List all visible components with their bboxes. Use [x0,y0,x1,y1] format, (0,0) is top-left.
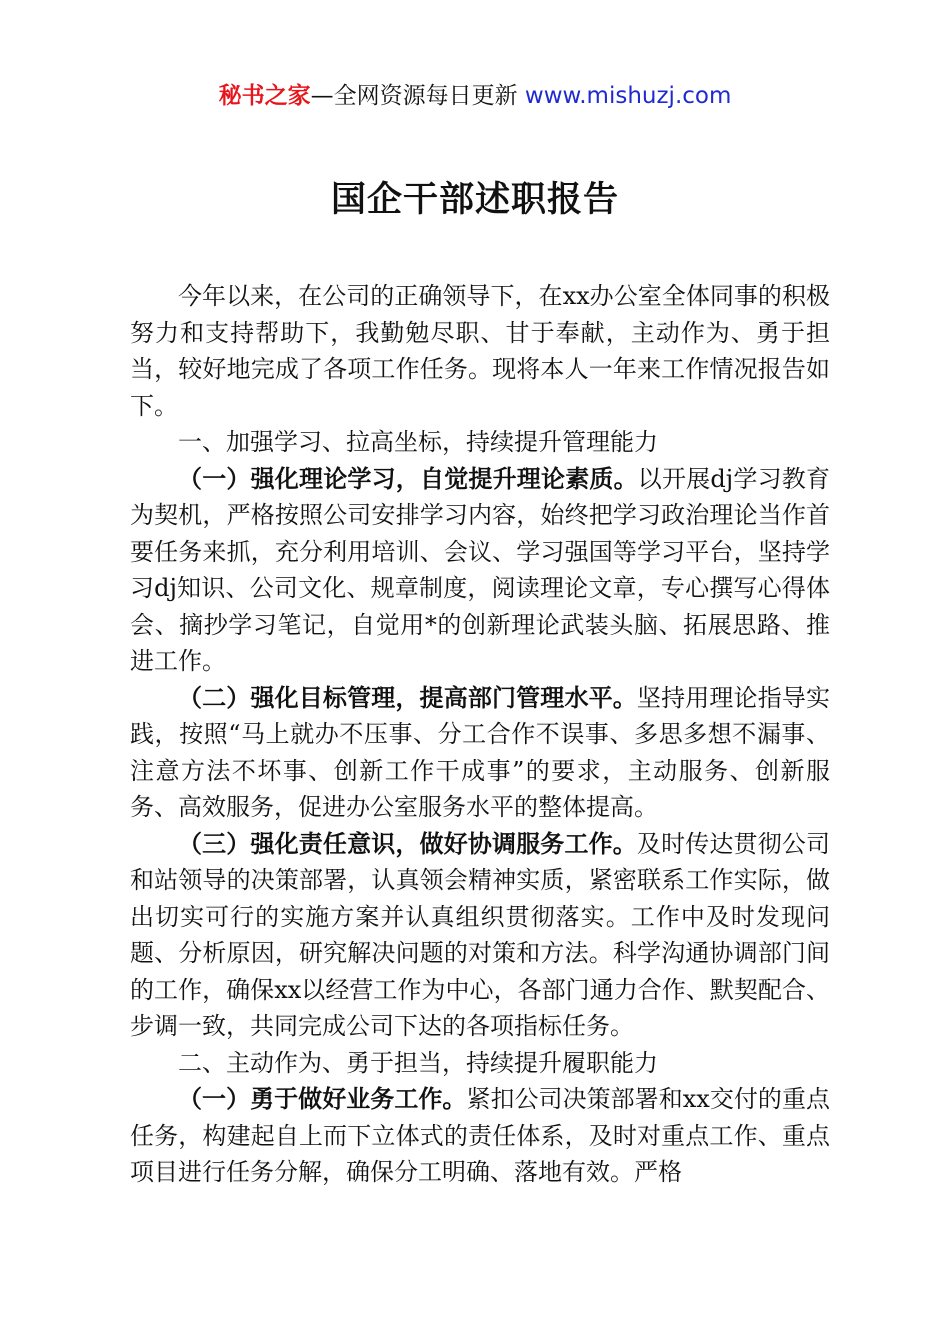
item-lead: （二）强化目标管理，提高部门管理水平。 [178,682,637,712]
section-1-heading: 一、加强学习、拉高坐标，持续提升管理能力 [178,428,658,456]
item-lead: （三）强化责任意识，做好协调服务工作。 [178,828,637,858]
site-tagline: —全网资源每日更新 [310,83,525,109]
section-2-item-1 [130,1081,830,1191]
site-header [0,80,950,112]
document-body [130,278,830,1191]
item-body: 以开展dj学习教育为契机，严格按照公司安排学习内容，始终把学习政治理论当作首要任务来抓，充分利用培训、会议、学习强国等学习平台，坚持学习dj知识、公司文化、规章制度，阅读理论文章，专心撰写心得体会、摘抄学习笔记，自觉用*的创新理论武装头脑、拓展思路、推进工作。 [130,464,830,675]
site-brand: 秘书之家 [218,83,311,109]
document-title: 国企干部述职报告 [330,179,619,220]
section-1-item-3 [130,826,830,1045]
intro-paragraph: 今年以来，在公司的正确领导下，在xx办公室全体同事的积极努力和支持帮助下，我勤勉尽职、甘于奉献，主动作为、勇于担当，较好地完成了各项工作任务。现将本人一年来工作情况报告如下。 [130,282,830,420]
section-2-heading: 二、主动作为、勇于担当，持续提升履职能力 [178,1048,658,1077]
item-body: 坚持用理论指导实践，按照“马上就办不压事、分工合作不误事、多思多想不漏事、注意方法不坏事、创新工作干成事”的要求，主动服务、创新服务、高效服务，促进办公室服务水平的整体提高。 [130,683,830,821]
item-lead: （一）强化理论学习，自觉提升理论素质。 [178,463,638,493]
item-body: 紧扣公司决策部署和xx交付的重点任务，构建起自上而下立体式的责任体系，及时对重点工作、重点项目进行任务分解，确保分工明确、落地有效。严格 [130,1085,831,1186]
site-url[interactable]: www.mishuzj.com [524,83,732,109]
item-lead: （一）勇于做好业务工作。 [178,1084,467,1113]
section-1-item-1 [130,461,830,680]
item-body: 及时传达贯彻公司和站领导的决策部署，认真领会精神实质，紧密联系工作实际，做出切实可行的实施方案并认真组织贯彻落实。工作中及时发现问题、分析原因，研究解决问题的对策和方法。科学沟通协调部门间的工作，确保xx以经营工作为中心，各部门通力合作、默契配合、步调一致，共同完成公司下达的各项指标任务。 [130,829,830,1040]
section-1-item-2 [130,680,830,826]
